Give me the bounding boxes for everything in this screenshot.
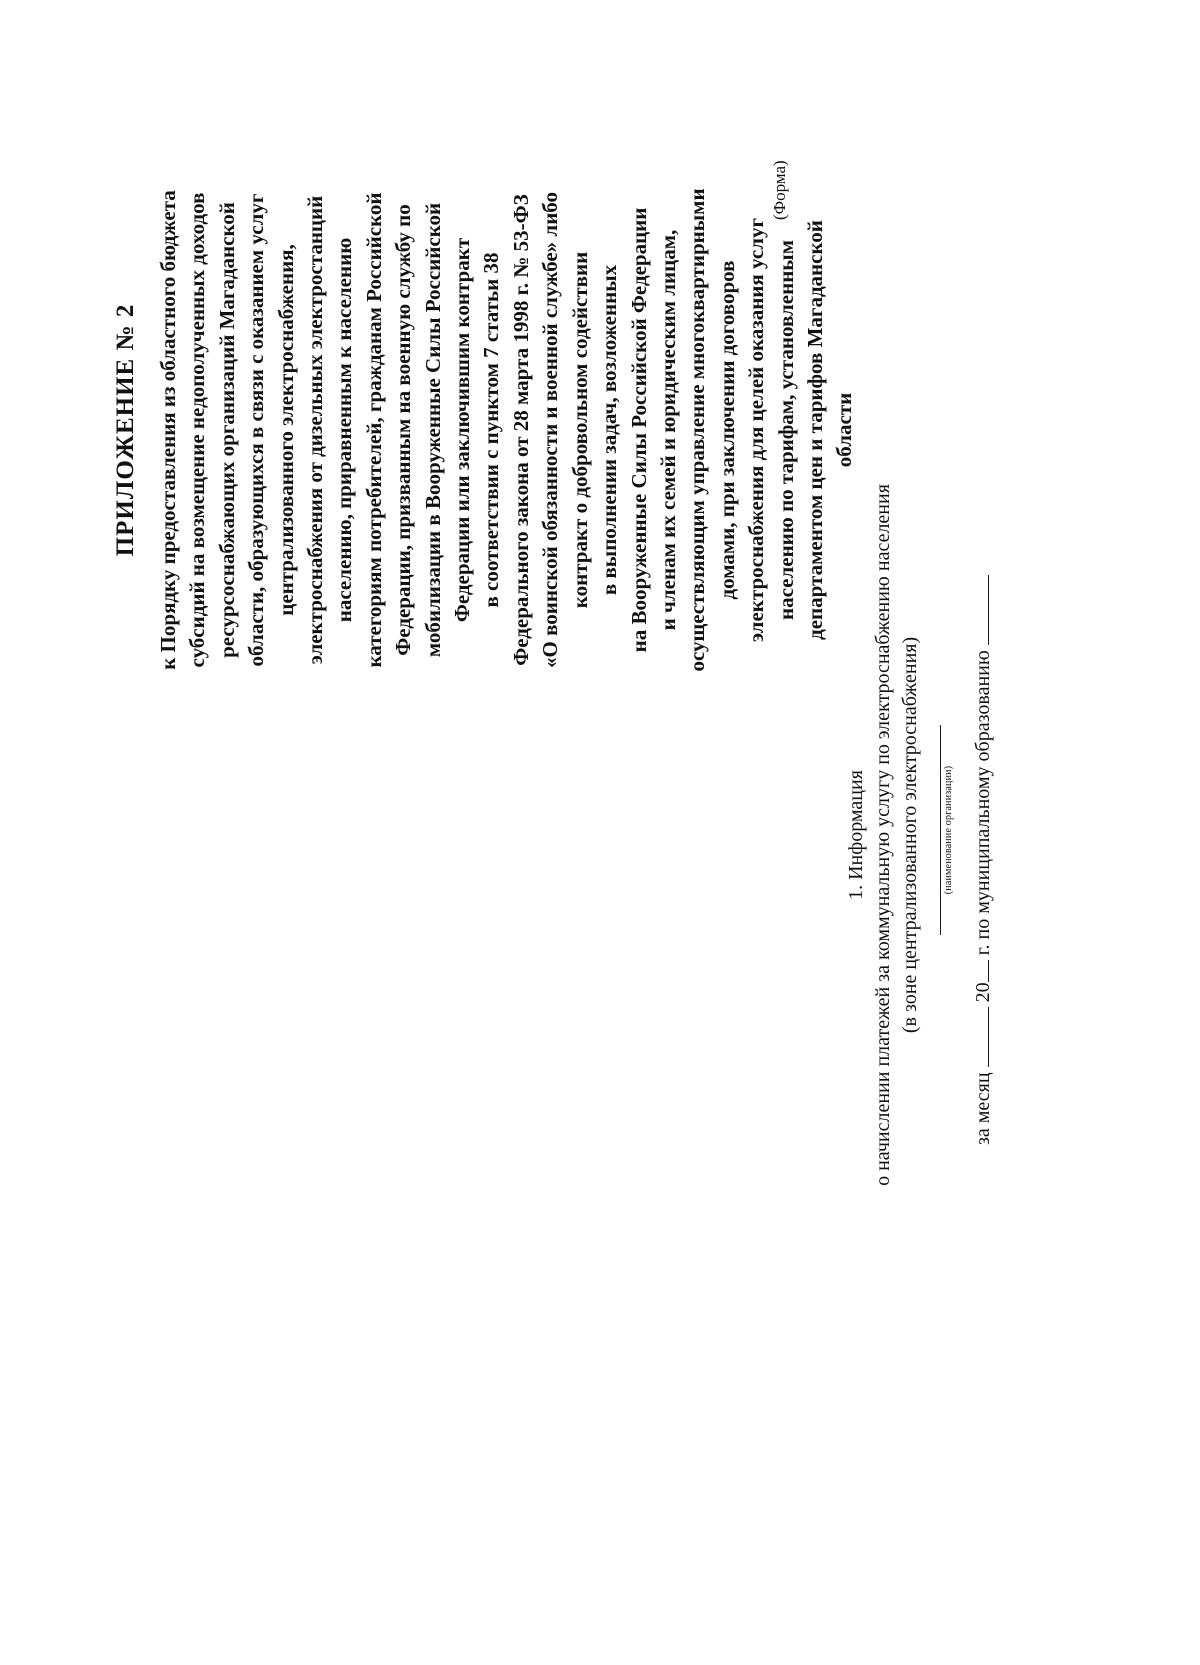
municipality-blank[interactable] bbox=[970, 575, 989, 645]
municipality-label: г. по муниципальному образованию bbox=[972, 650, 994, 956]
info-title: 1. Информация bbox=[845, 770, 867, 900]
appendix-line: населению по тарифам, установленным bbox=[773, 239, 798, 621]
appendix-description bbox=[154, 70, 860, 790]
month-blank[interactable] bbox=[970, 1007, 989, 1067]
appendix-line: домами, при заключении договоров bbox=[714, 260, 739, 600]
appendix-line: субсидий на возмещение недополученных доходов bbox=[185, 192, 210, 668]
appendix-line: мобилизации в Вооруженные Силы Российской bbox=[420, 202, 445, 658]
appendix-line: департаментом цен и тарифов Магаданской bbox=[802, 220, 827, 640]
appendix-line: населению, приравненным к населению bbox=[332, 237, 357, 623]
info-zone: (в зоне централизованного электроснабжения) bbox=[899, 636, 921, 1034]
form-label: (Форма) bbox=[770, 160, 789, 220]
appendix-line: категориям потребителей, гражданам Российской bbox=[361, 192, 386, 668]
appendix-line: централизованного электроснабжения, bbox=[273, 244, 298, 616]
year-prefix: 20 bbox=[972, 982, 994, 1003]
appendix-line: осуществляющим управление многоквартирными bbox=[685, 188, 710, 672]
appendix-line: Федерального закона от 28 марта 1998 г. № 53-ФЗ bbox=[508, 194, 533, 666]
appendix-line: электроснабжения для целей оказания услуг bbox=[744, 217, 769, 643]
organization-name-line bbox=[940, 725, 941, 935]
appendix-line: в соответствии с пунктом 7 статьи 38 bbox=[479, 252, 504, 608]
appendix-line: области bbox=[832, 392, 857, 468]
appendix-title: ПРИЛОЖЕНИЕ № 2 bbox=[112, 303, 139, 557]
appendix-line: Федерации, призванным на военную службу по bbox=[391, 204, 416, 656]
year-blank[interactable] bbox=[970, 960, 989, 982]
appendix-line: в выполнении задач, возложенных bbox=[597, 264, 622, 596]
appendix-line: контракт о добровольном содействии bbox=[567, 251, 592, 609]
appendix-header bbox=[112, 70, 860, 790]
appendix-line: ресурсоснабжающих организаций Магаданской bbox=[214, 202, 239, 658]
information-heading bbox=[843, 455, 923, 1215]
appendix-line: области, образующихся в связи с оказанием услуг bbox=[244, 193, 269, 667]
reporting-period-line bbox=[970, 575, 995, 1145]
appendix-line: «О воинской обязанности и военной службе» либо bbox=[538, 191, 563, 669]
appendix-line: электроснабжения от дизельных электростанций bbox=[303, 195, 328, 665]
organization-name-field[interactable] bbox=[940, 725, 954, 935]
appendix-line: Федерации или заключившим контракт bbox=[450, 237, 475, 623]
appendix-line: к Порядку предоставления из областного бюджета bbox=[156, 190, 180, 670]
info-subtitle: о начислении платежей за коммунальную услугу по электроснабжению населения bbox=[872, 484, 894, 1186]
appendix-line: и членам их семей и юридическим лицам, bbox=[655, 229, 680, 631]
appendix-line: на Вооруженные Силы Российской Федерации bbox=[626, 207, 651, 653]
month-label: за месяц bbox=[972, 1072, 994, 1145]
organization-name-caption: (наименование организации) bbox=[943, 765, 954, 895]
